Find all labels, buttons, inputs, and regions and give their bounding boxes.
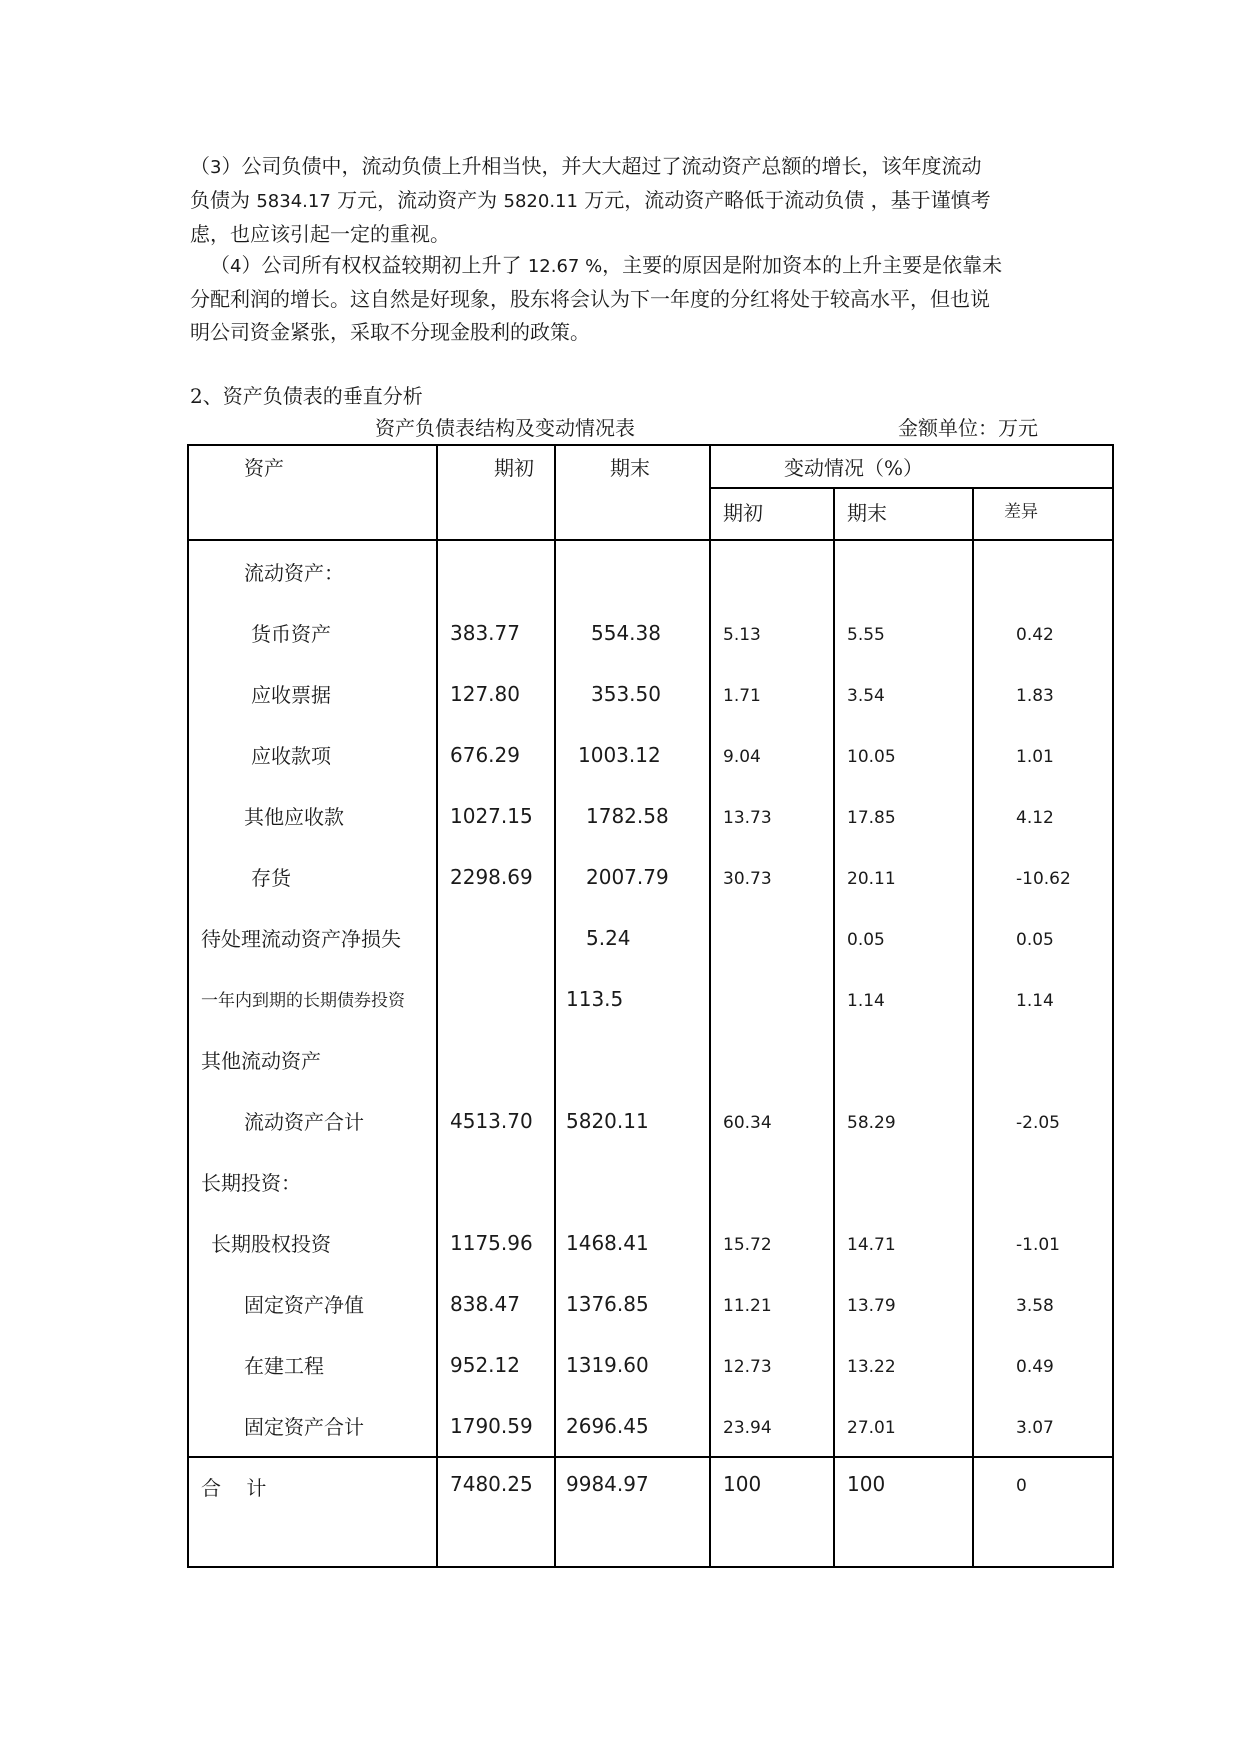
text: 明公司资金紧张，采取不分现金股利的政策。 xyxy=(190,320,590,344)
cell-pct-begin: 9.04 xyxy=(710,724,834,785)
cell-begin: 383.77 xyxy=(437,602,555,663)
cell-label: 长期投资： xyxy=(188,1151,437,1212)
cell-pct-end: 100 xyxy=(834,1457,973,1567)
header-asset: 资产 xyxy=(188,445,437,540)
cell-label: 存货 xyxy=(188,846,437,907)
number: 5834.17 xyxy=(256,191,331,212)
cell-pct-begin: 12.73 xyxy=(710,1334,834,1395)
paragraph-3 xyxy=(190,150,1060,251)
cell-diff xyxy=(973,540,1113,602)
cell-pct-end xyxy=(834,540,973,602)
cell-begin: 7480.25 xyxy=(437,1457,555,1567)
header-end: 期末 xyxy=(555,445,710,540)
cell-diff: 1.14 xyxy=(973,968,1113,1029)
cell-begin: 2298.69 xyxy=(437,846,555,907)
cell-diff: -1.01 xyxy=(973,1212,1113,1273)
text: ，主要的原因是附加资本的上升主要是依靠未 xyxy=(602,253,1003,277)
cell-diff: -10.62 xyxy=(973,846,1113,907)
header-sub-diff: 差异 xyxy=(973,488,1113,540)
cell-pct-begin: 1.71 xyxy=(710,663,834,724)
table-row xyxy=(188,540,1113,602)
number: 3 xyxy=(210,157,222,178)
cell-label: 货币资产 xyxy=(188,602,437,663)
cell-diff: 0 xyxy=(973,1457,1113,1567)
cell-begin xyxy=(437,907,555,968)
cell-label: 其他流动资产 xyxy=(188,1029,437,1090)
header-begin: 期初 xyxy=(437,445,555,540)
cell-label: 在建工程 xyxy=(188,1334,437,1395)
cell-diff xyxy=(973,1151,1113,1212)
cell-end: 554.38 xyxy=(555,602,710,663)
section-title: 2、资产负债表的垂直分析 xyxy=(190,384,423,408)
text: 负债为 xyxy=(190,188,257,212)
cell-end: 5820.11 xyxy=(555,1090,710,1151)
cell-end: 1468.41 xyxy=(555,1212,710,1273)
cell-pct-begin: 30.73 xyxy=(710,846,834,907)
table-row xyxy=(188,724,1113,785)
cell-label: 合 计 xyxy=(188,1457,437,1567)
table-row xyxy=(188,907,1113,968)
cell-pct-begin: 100 xyxy=(710,1457,834,1567)
table-row xyxy=(188,1212,1113,1273)
cell-diff: 0.49 xyxy=(973,1334,1113,1395)
cell-pct-end: 20.11 xyxy=(834,846,973,907)
cell-end xyxy=(555,540,710,602)
cell-label: 流动资产合计 xyxy=(188,1090,437,1151)
cell-label: 固定资产合计 xyxy=(188,1395,437,1457)
cell-diff xyxy=(973,1029,1113,1090)
cell-label: 待处理流动资产净损失 xyxy=(188,907,437,968)
number: 12.67 % xyxy=(527,256,603,277)
cell-pct-end: 0.05 xyxy=(834,907,973,968)
cell-end xyxy=(555,1029,710,1090)
cell-label: 应收款项 xyxy=(188,724,437,785)
cell-label: 一年内到期的长期债券投资 xyxy=(188,968,437,1029)
cell-end: 9984.97 xyxy=(555,1457,710,1567)
paragraph-4 xyxy=(190,249,1060,349)
cell-pct-end: 5.55 xyxy=(834,602,973,663)
cell-begin: 838.47 xyxy=(437,1273,555,1334)
cell-pct-begin: 13.73 xyxy=(710,785,834,846)
cell-diff: 0.05 xyxy=(973,907,1113,968)
cell-pct-end: 1.14 xyxy=(834,968,973,1029)
cell-pct-end: 3.54 xyxy=(834,663,973,724)
cell-diff: 3.07 xyxy=(973,1395,1113,1457)
table-row xyxy=(188,663,1113,724)
cell-diff: -2.05 xyxy=(973,1090,1113,1151)
cell-begin: 1027.15 xyxy=(437,785,555,846)
text: ）公司所有权权益较期初上升了 xyxy=(241,253,528,277)
cell-end: 113.5 xyxy=(555,968,710,1029)
cell-diff: 1.83 xyxy=(973,663,1113,724)
cell-end: 2696.45 xyxy=(555,1395,710,1457)
cell-diff: 1.01 xyxy=(973,724,1113,785)
cell-diff: 4.12 xyxy=(973,785,1113,846)
cell-pct-begin: 11.21 xyxy=(710,1273,834,1334)
cell-pct-begin: 5.13 xyxy=(710,602,834,663)
cell-begin: 127.80 xyxy=(437,663,555,724)
header-change: 变动情况（%） xyxy=(710,445,1113,488)
table-row xyxy=(188,846,1113,907)
table-row-total xyxy=(188,1457,1113,1567)
cell-label: 应收票据 xyxy=(188,663,437,724)
text: 万元，流动资产为 xyxy=(330,188,504,212)
number: 4 xyxy=(230,256,242,277)
cell-pct-begin xyxy=(710,540,834,602)
cell-end: 353.50 xyxy=(555,663,710,724)
cell-pct-end: 14.71 xyxy=(834,1212,973,1273)
cell-end: 2007.79 xyxy=(555,846,710,907)
cell-end xyxy=(555,1151,710,1212)
cell-end: 1003.12 xyxy=(555,724,710,785)
cell-pct-begin xyxy=(710,1029,834,1090)
cell-pct-begin: 15.72 xyxy=(710,1212,834,1273)
table-row xyxy=(188,1273,1113,1334)
text: ）公司负债中，流动负债上升相当快，并大大超过了流动资产总额的增长，该年度流动 xyxy=(221,154,982,178)
cell-label: 长期股权投资 xyxy=(188,1212,437,1273)
cell-begin xyxy=(437,1151,555,1212)
cell-pct-end xyxy=(834,1029,973,1090)
cell-begin: 952.12 xyxy=(437,1334,555,1395)
table-row xyxy=(188,1029,1113,1090)
cell-begin: 1790.59 xyxy=(437,1395,555,1457)
table-row xyxy=(188,1395,1113,1457)
cell-pct-begin xyxy=(710,907,834,968)
cell-label: 固定资产净值 xyxy=(188,1273,437,1334)
cell-diff: 3.58 xyxy=(973,1273,1113,1334)
table-row xyxy=(188,1151,1113,1212)
cell-begin: 4513.70 xyxy=(437,1090,555,1151)
table-row xyxy=(188,968,1113,1029)
cell-begin xyxy=(437,1029,555,1090)
header-sub-begin: 期初 xyxy=(710,488,834,540)
table-row xyxy=(188,1090,1113,1151)
balance-sheet-table xyxy=(187,444,1114,1568)
cell-diff: 0.42 xyxy=(973,602,1113,663)
cell-pct-begin xyxy=(710,968,834,1029)
table-caption: 资产负债表结构及变动情况表 xyxy=(375,416,635,440)
cell-label: 其他应收款 xyxy=(188,785,437,846)
text: 万元，流动资产略低于流动负债 ，基于谨慎考 xyxy=(577,188,991,212)
number: 5820.11 xyxy=(503,191,578,212)
header-sub-end: 期末 xyxy=(834,488,973,540)
cell-pct-end: 13.22 xyxy=(834,1334,973,1395)
table-row xyxy=(188,1334,1113,1395)
cell-begin xyxy=(437,540,555,602)
cell-pct-begin xyxy=(710,1151,834,1212)
cell-end: 5.24 xyxy=(555,907,710,968)
cell-pct-end: 58.29 xyxy=(834,1090,973,1151)
cell-pct-end: 27.01 xyxy=(834,1395,973,1457)
cell-begin: 676.29 xyxy=(437,724,555,785)
table-unit: 金额单位：万元 xyxy=(898,416,1038,440)
cell-begin: 1175.96 xyxy=(437,1212,555,1273)
cell-end: 1319.60 xyxy=(555,1334,710,1395)
table-row xyxy=(188,785,1113,846)
cell-end: 1782.58 xyxy=(555,785,710,846)
cell-begin xyxy=(437,968,555,1029)
table-row xyxy=(188,602,1113,663)
cell-end: 1376.85 xyxy=(555,1273,710,1334)
text: （ xyxy=(210,253,230,277)
text: 虑，也应该引起一定的重视。 xyxy=(190,222,450,246)
cell-pct-end: 13.79 xyxy=(834,1273,973,1334)
cell-pct-end: 17.85 xyxy=(834,785,973,846)
text: （ xyxy=(190,154,210,178)
cell-pct-end xyxy=(834,1151,973,1212)
cell-label: 流动资产： xyxy=(188,540,437,602)
cell-pct-begin: 60.34 xyxy=(710,1090,834,1151)
cell-pct-end: 10.05 xyxy=(834,724,973,785)
text: 分配利润的增长。这自然是好现象，股东将会认为下一年度的分红将处于较高水平，但也说 xyxy=(190,287,990,311)
cell-pct-begin: 23.94 xyxy=(710,1395,834,1457)
